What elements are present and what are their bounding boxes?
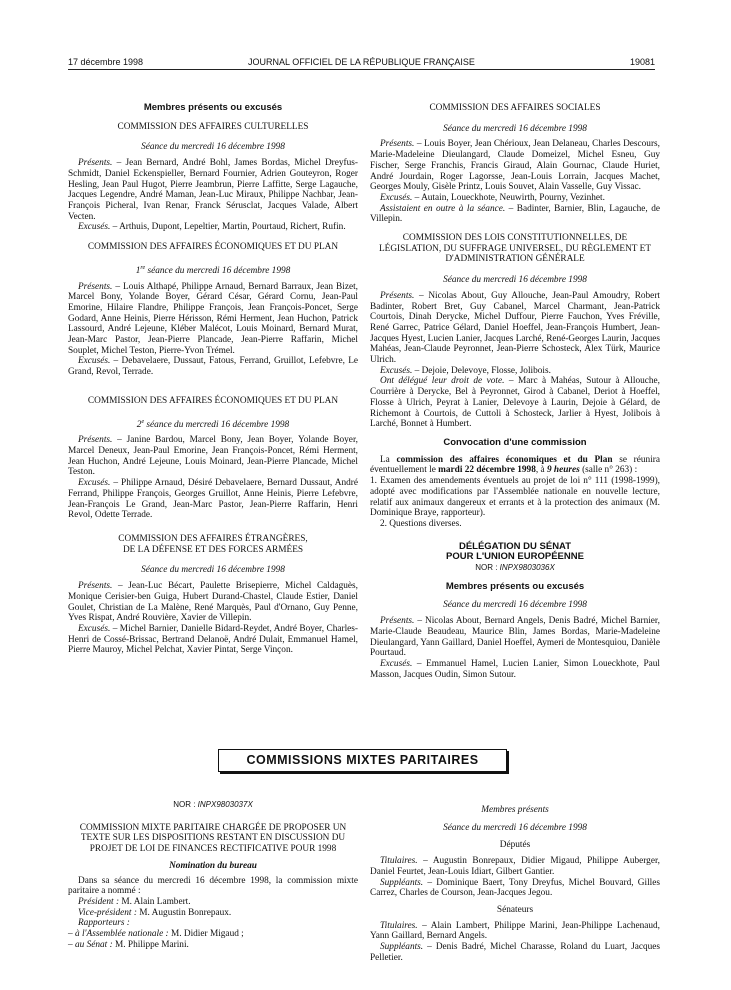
presents-paragraph: Présents. – Louis Althapé, Philippe Arnaud, Bernard Barraux, Jean Bizet, Marcel Bony, Yolande Boyer, Gérard César, Gérard Cornu, Jean-Paul Emorine, Hilaire Flandre, Philippe François, Jean François-Poncet, Serge Godard, Anne Heinis, Pierre Hérisson, Rémi Herment, Jean Huchon, Patrick Lassourd, André Lejeune, Kléber Malécot, Louis Moinard, Bernard Murat, Jean-Marc Pastor, Jean-Pierre Plancade, Jean-Pierre Raffarin, Michel Souplet, Michel Teston, Pierre-Yvon Trémel. — [68, 281, 358, 356]
delegation-vote-paragraph: Ont délégué leur droit de vote. – Marc à Mahéas, Sutour à Allouche, Courrière à Derycke, Bel à Peyronnet, Girod à Cabanel, Deriot à Hoeffel, Flosse à Ulrich, Peyrat à Lanier, Delevoye à Laurin, Dejoie à Gélard, de Richemont à Courtois, de Cuttoli à Schosteck, Jarlier à Hyest, Jolibois à Larché, Bonnet à Humbert. — [370, 376, 660, 430]
agenda-item: 2. Questions diverses. — [380, 518, 462, 529]
seance-date: Séance du mercredi 16 décembre 1998 — [443, 275, 587, 286]
agenda-item: 1. Examen des amendements éventuels au projet de loi n° 111 (1998-1999), adopté avec modifications par l'Assemblée nationale en nouvelle lecture, relatif aux animaux dangereux et errants et à la protection des animaux (M. Dominique Braye, rapporteur). — [370, 476, 660, 519]
presents-paragraph: Présents. – Jean Bernard, André Bohl, James Bordas, Michel Dreyfus-Schmidt, Daniel Eckenspieller, Bernard Fournier, Adrien Gouteyron, Roger Hesling, Jean Paul Hugot, Pierre Jeambrun, Pierre Laffitte, Serge Lagauche, Jacques Legendre, André Maman, Jean-Luc Miraux, Philippe Nachbar, Jean-François Picheral, Ivan Renar, Franck Sérusclat, Jacques Valade, Albert Vecten. — [68, 158, 358, 222]
commission-title: COMMISSION DES LOIS CONSTITUTIONNELLES, DE LÉGISLATION, DU SUFFRAGE UNIVERSEL, DU RÈGLEMENT ET D'ADMINISTRATION GÉNÉRALE — [378, 233, 651, 265]
seance-date: Séance du mercredi 16 décembre 1998 — [443, 123, 587, 134]
senateurs-heading: Sénateurs — [496, 904, 534, 915]
excuses-paragraph: Excusés. – Arthuis, Dupont, Lepeltier, Martin, Pourtaud, Richert, Rufin. — [78, 222, 346, 233]
presents-paragraph: Présents. – Janine Bardou, Marcel Bony, Jean Boyer, Yolande Boyer, Marcel Deneux, Jean-Paul Emorine, Jean François-Poncet, Rémi Herment, Jean Huchon, André Lejeune, Louis Moinard, Jean-Pierre Plancade, Michel Teston. — [68, 435, 358, 478]
senateurs-suppleants: Suppléants. – Denis Badré, Michel Charasse, Roland du Luart, Jacques Pelletier. — [370, 942, 660, 963]
nor-reference: NOR : INPX9803036X — [475, 563, 555, 573]
seance-date: 1re séance du mercredi 16 décembre 1998 — [135, 264, 291, 276]
left-column — [68, 103, 358, 656]
excuses-paragraph: Excusés. – Emmanuel Hamel, Lucien Lanier, Simon Loueckhote, Paul Masson, Jacques Oudin, Simon Sutour. — [370, 658, 660, 680]
deputes-suppleants: Suppléants. – Dominique Baert, Tony Dreyfus, Michel Bouvard, Gilles Carrez, Charles de Courson, Jean-Jacques Jegou. — [370, 877, 660, 899]
presents-paragraph: Présents. – Jean-Luc Bécart, Paulette Brisepierre, Michel Caldaguès, Monique Cerisier-ben Guiga, Hubert Durand-Chastel, Claude Estier, Daniel Goulet, Christian de La Malène, René Marquès, Paul d'Ornano, Guy Penne, Yves Rispat, André Rouvière, Xavier de Villepin. — [68, 581, 358, 624]
delegation-title: DÉLÉGATION DU SÉNAT — [458, 540, 572, 552]
president-line: Président : M. Alain Lambert. — [78, 896, 191, 907]
seance-date: Séance du mercredi 16 décembre 1998 — [443, 600, 587, 611]
excuses-paragraph: Excusés. – Dejoie, Delevoye, Flosse, Jolibois. — [380, 365, 551, 376]
nor-reference: NOR : INPX9803037X — [173, 800, 253, 809]
excuses-paragraph: Excusés. – Autain, Loueckhote, Neuwirth, Pourny, Vezinhet. — [380, 192, 605, 203]
commission-title: COMMISSION DES AFFAIRES ÉTRANGÈRES, — [118, 533, 308, 544]
rapporteurs-label: Rapporteurs : — [78, 918, 130, 929]
assistaient-paragraph: Assistaient en outre à la séance. – Badinter, Barnier, Blin, Lagauche, de Villepin. — [370, 203, 660, 225]
commission-title: COMMISSION DES AFFAIRES ÉCONOMIQUES ET DU PLAN — [87, 242, 339, 253]
banner-title: COMMISSIONS MIXTES PARITAIRES — [246, 753, 479, 768]
cmp-title: COMMISSION MIXTE PARITAIRE CHARGÉE DE PROPOSER UN TEXTE SUR LES DISPOSITIONS RESTANT EN DISCUSSION DU PROJET DE LOI DE FINANCES RECTIFICATIVE POUR 1998 — [79, 822, 347, 855]
presents-paragraph: Présents. – Louis Boyer, Jean Chérioux, Jean Delaneau, Charles Descours, Marie-Madeleine Dieulangard, Claude Domeizel, Michel Esneu, Guy Fischer, Serge Franchis, Francis Giraud, Alain Gournac, Claude Huriet, André Jourdain, Roger Lagorsse, Jean-Louis Lorrain, Jacques Machet, Georges Mouly, Gisèle Printz, Louis Souvet, Alain Vasselle, Guy Vissac. — [370, 139, 660, 193]
page-header — [68, 57, 655, 70]
deputes-titulaires: Titulaires. – Augustin Bonrepaux, Didier Migaud, Philippe Auberger, Daniel Feurtet, Jean-Louis Idiart, Gilbert Gantier. — [370, 856, 660, 877]
section-heading: Membres présents ou excusés — [143, 102, 283, 113]
section-heading: Membres présents ou excusés — [445, 580, 585, 592]
seance-date: 2e séance du mercredi 16 décembre 1998 — [136, 418, 290, 430]
header-page-number: 19081 — [629, 57, 655, 67]
vice-president-line: Vice-président : M. Augustin Bonrepaux. — [78, 907, 232, 918]
deputes-heading: Députés — [499, 840, 531, 851]
excuses-paragraph: Excusés. – Philippe Arnaud, Désiré Debavelaere, Bernard Dussaut, André Ferrand, Philippe François, Georges Gruillot, Anne Heinis, Pierre Lefebvre, Jean-François Le Grand, Jean-Marc Pastor, Jean-Pierre Raffarin, Henri Revol, Odette Terrade. — [68, 478, 358, 521]
commission-title: COMMISSION DES AFFAIRES ÉCONOMIQUES ET DU PLAN — [87, 395, 339, 406]
presents-paragraph: Présents. – Nicolas About, Bernard Angels, Denis Badré, Michel Barnier, Marie-Claude Beaudeau, Maurice Blin, James Bordas, Marie-Madeleine Dieulangard, Yann Gaillard, Daniel Hoeffel, Aymeri de Montesquiou, Danièle Pourtaud. — [370, 616, 660, 659]
seance-date: Séance du mercredi 16 décembre 1998 — [141, 565, 285, 576]
nomination-heading: Nomination du bureau — [169, 860, 257, 871]
seance-date: Séance du mercredi 16 décembre 1998 — [141, 142, 285, 153]
commission-title: COMMISSION DES AFFAIRES CULTURELLES — [117, 121, 309, 132]
cmp-right-column — [370, 805, 660, 963]
commissions-mixtes-banner — [218, 749, 507, 772]
membres-presents-heading: Membres présents — [481, 805, 549, 815]
cmp-left-column — [68, 800, 358, 950]
commission-title: COMMISSION DES AFFAIRES SOCIALES — [429, 103, 601, 113]
senateurs-titulaires: Titulaires. – Alain Lambert, Philippe Marini, Jean-Philippe Lachenaud, Yann Gaillard, Bernard Angels. — [370, 920, 660, 942]
delegation-title-line2: POUR L'UNION EUROPÉENNE — [446, 551, 584, 563]
header-date: 17 décembre 1998 — [68, 57, 144, 67]
convocation-paragraph: La commission des affaires économiques et du Plan se réunira éventuellement le mardi 22 décembre 1998, à 9 heures (salle n° 263) : — [370, 454, 660, 476]
commission-title-line2: DE LA DÉFENSE ET DES FORCES ARMÉES — [122, 544, 304, 555]
excuses-paragraph: Excusés. – Debavelaere, Dussaut, Fatous, Ferrand, Gruillot, Lefebvre, Le Grand, Revol, Terrade. — [68, 356, 358, 378]
header-journal-title: JOURNAL OFFICIEL DE LA RÉPUBLIQUE FRANÇAISE — [248, 57, 475, 67]
seance-date: Séance du mercredi 16 décembre 1998 — [443, 822, 587, 833]
nomination-intro: Dans sa séance du mercredi 16 décembre 1998, la commission mixte paritaire a nommé : — [68, 875, 358, 897]
rapporteur-senat-line: – au Sénat : M. Philippe Marini. — [68, 939, 189, 950]
excuses-paragraph: Excusés. – Michel Barnier, Danielle Bidard-Reydet, André Boyer, Charles-Henri de Cossé-Brissac, Bertrand Delanoë, André Dulait, Emmanuel Hamel, Pierre Mauroy, Michel Pelchat, Xavier Pintat, Serge Vinçon. — [68, 623, 358, 656]
convocation-heading: Convocation d'une commission — [443, 436, 587, 448]
presents-paragraph: Présents. – Nicolas About, Guy Allouche, Jean-Paul Amoudry, Robert Badinter, Robert Bret, Guy Cabanel, Marcel Charmant, Jean-Patrick Courtois, Dinah Derycke, Michel Duffour, Pierre Fauchon, Yves Fréville, René Garrec, Patrice Gélard, Daniel Hoeffel, Jean-François Humbert, Jean-Jacques Hyest, Lucien Lanier, Jacques Larché, René-Georges Laurin, Jacques Mahéas, Jean-Claude Peyronnet, Jean-Pierre Schosteck, Alex Türk, Maurice Ulrich. — [370, 290, 660, 366]
rapporteur-an-line: – à l'Assemblée nationale : M. Didier Migaud ; — [68, 929, 244, 940]
right-column — [370, 103, 660, 680]
